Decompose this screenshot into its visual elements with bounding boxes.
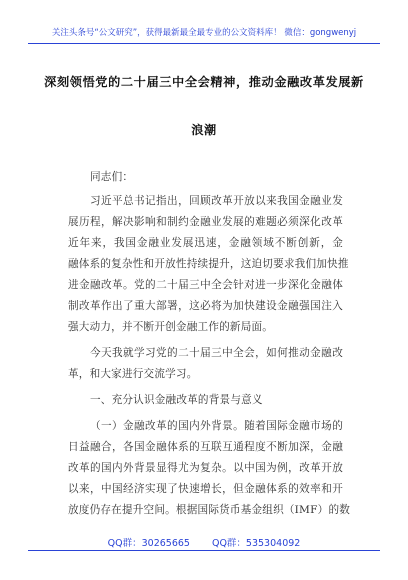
- salutation: 同志们：: [90, 171, 134, 183]
- paragraph-line: 制改革作出了重大部署，这必将为加快建设金融强国注入: [68, 300, 343, 312]
- document-title-line-1: 深刻领悟党的二十届三中全会精神，推动金融改革发展新: [44, 75, 364, 89]
- paragraph-line: 放度仍存在提升空间。根据国际货币基金组织（IMF）的数: [68, 504, 351, 516]
- paragraph-line: 今天我就学习党的二十届三中全会，如何推动金融改: [90, 347, 343, 359]
- paragraph-line: 近年来，我国金融业发展迅速，金融领域不断创新，金: [68, 237, 343, 249]
- header-banner: 关注头条号“公文研究”，获得最新最全最专业的公文资料库！ 微信：gongwenyj: [51, 28, 357, 38]
- footer-divider: [28, 550, 380, 551]
- paragraph-line: 以来，中国经济实现了快速增长，但金融体系的效率和开: [68, 483, 343, 495]
- document-title-line-2: 浪潮: [191, 123, 217, 137]
- paragraph-line: 日益融合，各国金融体系的互联互通程度不断加深，金融: [68, 441, 343, 453]
- paragraph-line: 强大动力，并不断开创金融工作的新局面。: [68, 321, 274, 333]
- paragraph-line: 展历程，解决影响和制约金融业发展的难题必须深化改革: [68, 216, 343, 228]
- paragraph-line: （一）金融改革的国内外背景。随着国际金融市场的: [90, 420, 343, 432]
- section-heading: 一、充分认识金融改革的背景与意义: [90, 394, 263, 406]
- footer: [0, 535, 408, 549]
- paragraph-line: 融体系的复杂性和开放性持续提升，这迫切要求我们加快推: [68, 258, 349, 270]
- paragraph-line: 改革的国内外背景显得尤为复杂。以中国为例，改革开放: [68, 462, 343, 474]
- footer-qq-group-2: QQ群：535304092: [211, 538, 301, 549]
- paragraph-line: 革，和大家进行交流学习。: [68, 368, 198, 380]
- paragraph-line: 习近平总书记指出，回顾改革开放以来我国金融业发: [90, 195, 343, 207]
- footer-qq-group-1: QQ群：30265665: [107, 538, 190, 549]
- header-divider: [28, 43, 380, 44]
- paragraph-line: 进金融改革。党的二十届三中全会针对进一步深化金融体: [68, 279, 343, 291]
